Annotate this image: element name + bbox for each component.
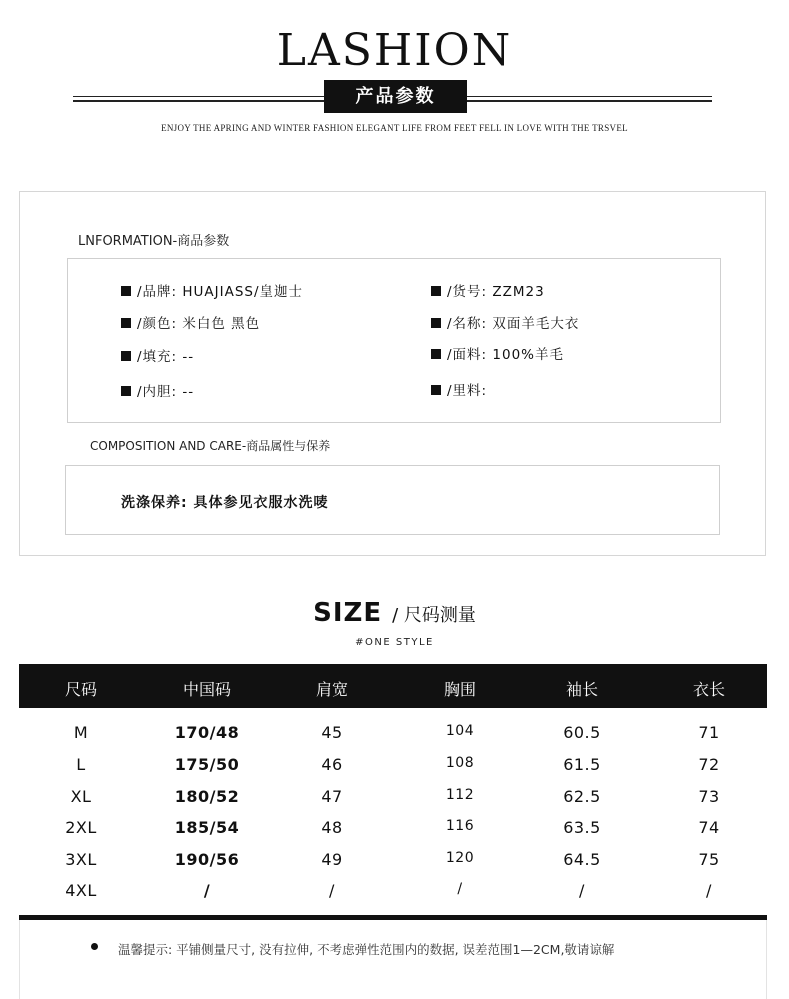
size-note: 温馨提示: 平铺侧量尺寸, 没有拉伸, 不考虑弹性范围内的数据, 误差范围1—2CM,敬请谅解 bbox=[118, 942, 615, 957]
cell-chest: 104 bbox=[445, 723, 475, 739]
cell-shoulder: 45 bbox=[321, 723, 343, 742]
size-heading: SIZE bbox=[313, 598, 383, 628]
header-rule-top bbox=[73, 96, 325, 97]
cell-cn-size: 185/54 bbox=[174, 818, 240, 837]
cell-size: L bbox=[76, 755, 86, 774]
square-bullet-icon bbox=[431, 385, 441, 395]
note-box bbox=[19, 920, 767, 999]
header-rule-top-right bbox=[467, 96, 712, 97]
header-rule-bottom-right bbox=[467, 100, 712, 102]
header-cell-length: 衣长 bbox=[692, 680, 725, 699]
cell-sleeve: 62.5 bbox=[563, 787, 601, 806]
size-table-header bbox=[19, 664, 767, 708]
cell-size: 3XL bbox=[65, 850, 97, 869]
cell-chest: 108 bbox=[445, 755, 475, 771]
size-title bbox=[0, 598, 789, 628]
cell-size: XL bbox=[70, 787, 92, 806]
cell-length: 72 bbox=[698, 755, 720, 774]
spec-item-lining: /里料: bbox=[431, 379, 487, 399]
size-subheading: / 尺码测量 bbox=[392, 605, 476, 626]
header-cell-sleeve: 袖长 bbox=[565, 680, 598, 699]
cell-length: / bbox=[706, 881, 712, 900]
cell-chest: 116 bbox=[445, 818, 475, 834]
size-style-label: #ONE STYLE bbox=[355, 637, 434, 648]
cell-size: 2XL bbox=[65, 818, 97, 837]
square-bullet-icon bbox=[431, 318, 441, 328]
cell-size: M bbox=[73, 723, 89, 742]
spec-item-sku: /货号: ZZM23 bbox=[431, 280, 545, 300]
header-cell-cn-size: 中国码 bbox=[182, 680, 231, 699]
cell-sleeve: 63.5 bbox=[563, 818, 601, 837]
square-bullet-icon bbox=[121, 318, 131, 328]
cell-shoulder: 49 bbox=[321, 850, 343, 869]
cell-chest: / bbox=[457, 881, 463, 897]
cell-shoulder: 47 bbox=[321, 787, 343, 806]
cell-cn-size: / bbox=[203, 881, 211, 900]
spec-item-brand: /品牌: HUAJIASS/皇迦士 bbox=[121, 280, 303, 300]
square-bullet-icon bbox=[121, 286, 131, 296]
cell-sleeve: 64.5 bbox=[563, 850, 601, 869]
square-bullet-icon bbox=[121, 351, 131, 361]
header-rule-bottom bbox=[73, 100, 325, 102]
cell-cn-size: 175/50 bbox=[174, 755, 240, 774]
cell-sleeve: 61.5 bbox=[563, 755, 601, 774]
spec-item-lining-inner: /内胆: -- bbox=[121, 380, 194, 400]
care-section-title: COMPOSITION AND CARE-商品属性与保养 bbox=[90, 439, 331, 453]
spec-item-name: /名称: 双面羊毛大衣 bbox=[431, 312, 579, 332]
cell-sleeve: / bbox=[579, 881, 585, 900]
cell-length: 74 bbox=[698, 818, 720, 837]
cell-length: 73 bbox=[698, 787, 720, 806]
product-params-badge: 产品参数 bbox=[324, 80, 467, 113]
cell-length: 75 bbox=[698, 850, 720, 869]
square-bullet-icon bbox=[431, 286, 441, 296]
header-cell-size: 尺码 bbox=[64, 680, 97, 699]
brand-title: LASHION bbox=[276, 25, 513, 76]
cell-size: 4XL bbox=[65, 881, 97, 900]
spec-item-color: /颜色: 米白色 黑色 bbox=[121, 312, 260, 332]
tagline: ENJOY THE APRING AND WINTER FASHION ELEGANT LIFE FROM FEET FELL IN LOVE WITH THE TRSVEL bbox=[161, 123, 628, 133]
cell-shoulder: / bbox=[329, 881, 335, 900]
cell-cn-size: 190/56 bbox=[174, 850, 240, 869]
square-bullet-icon bbox=[121, 386, 131, 396]
care-text: 洗涤保养: 具体参见衣服水洗唛 bbox=[121, 495, 329, 511]
bullet-dot-icon bbox=[91, 943, 98, 950]
spec-item-fabric: /面料: 100%羊毛 bbox=[431, 343, 564, 363]
cell-chest: 112 bbox=[445, 787, 475, 803]
cell-cn-size: 170/48 bbox=[174, 723, 240, 742]
cell-shoulder: 46 bbox=[321, 755, 343, 774]
square-bullet-icon bbox=[431, 349, 441, 359]
header-cell-chest: 胸围 bbox=[443, 680, 476, 699]
cell-sleeve: 60.5 bbox=[563, 723, 601, 742]
cell-chest: 120 bbox=[445, 850, 475, 866]
cell-shoulder: 48 bbox=[321, 818, 343, 837]
info-section-title: LNFORMATION-商品参数 bbox=[78, 234, 230, 249]
header-cell-shoulder: 肩宽 bbox=[315, 680, 348, 699]
cell-length: 71 bbox=[698, 723, 720, 742]
spec-item-filling: /填充: -- bbox=[121, 345, 194, 365]
cell-cn-size: 180/52 bbox=[174, 787, 240, 806]
